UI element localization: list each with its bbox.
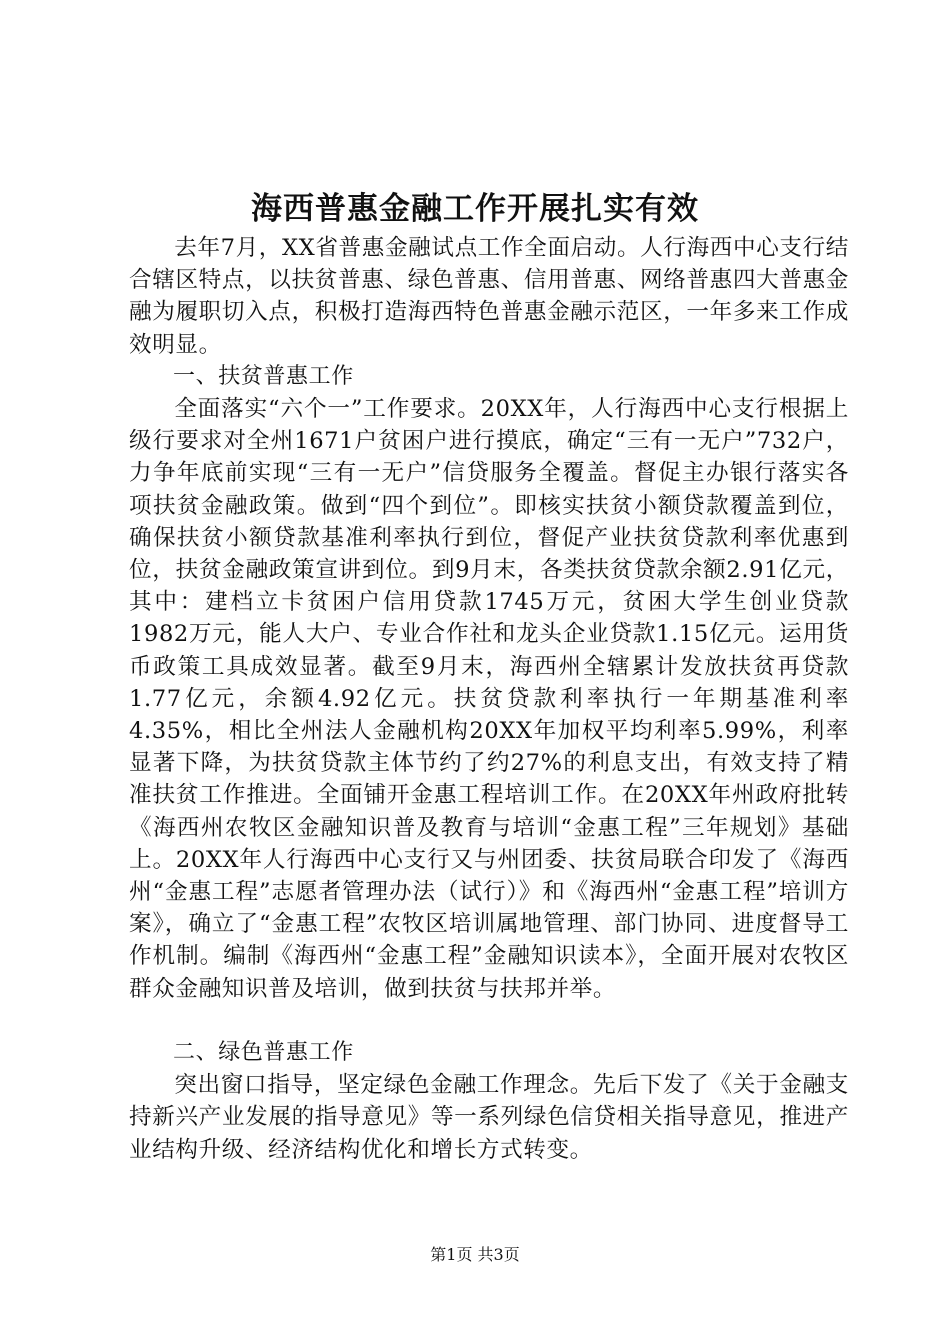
document-body: [129, 232, 849, 1166]
intro-paragraph: 去年7月，XX省普惠金融试点工作全面启动。人行海西中心支行结合辖区特点，以扶贫普惠、绿色普惠、信用普惠、网络普惠四大普惠金融为履职切入点，积极打造海西特色普惠金融示范区，一年多来工作成效明显。: [129, 235, 849, 358]
section-heading-green: 二、绿色普惠工作: [173, 1040, 354, 1066]
section-heading-poverty: 一、扶贫普惠工作: [173, 363, 354, 389]
page-indicator: 第1页 共3页: [430, 1245, 520, 1264]
section-body-green: 突出窗口指导，坚定绿色金融工作理念。先后下发了《关于金融支持新兴产业发展的指导意见》等一系列绿色信贷相关指导意见，推进产业结构升级、经济结构优化和增长方式转变。: [129, 1072, 849, 1163]
section-spacer: [129, 1005, 849, 1037]
section-body-poverty: 全面落实“六个一”工作要求。20XX年，人行海西中心支行根据上级行要求对全州1671户贫困户进行摸底，确定“三有一无户”732户，力争年底前实现“三有一无户”信贷服务全覆盖。督促主办银行落实各项扶贫金融政策。做到“四个到位”。即核实扶贫小额贷款覆盖到位，确保扶贫小额贷款基准利率执行到位，督促产业扶贫贷款利率优惠到位，扶贫金融政策宣讲到位。到9月末，各类扶贫贷款余额2.91亿元，其中：建档立卡贫困户信用贷款1745万元，贫困大学生创业贷款1982万元，能人大户、专业合作社和龙头企业贷款1.15亿元。运用货币政策工具成效显著。截至9月末，海西州全辖累计发放扶贫再贷款1.77亿元，余额4.92亿元。扶贫贷款利率执行一年期基准利率4.35%，相比全州法人金融机构20XX年加权平均利率5.99%，利率显著下降，为扶贫贷款主体节约了约27%的利息支出，有效支持了精准扶贫工作推进。全面铺开金惠工程培训工作。在20XX年州政府批转《海西州农牧区金融知识普及教育与培训“金惠工程”三年规划》基础上。20XX年人行海西中心支行又与州团委、扶贫局联合印发了《海西州“金惠工程”志愿者管理办法（试行）》和《海西州“金惠工程”培训方案》，确立了“金惠工程”农牧区培训属地管理、部门协同、进度督导工作机制。编制《海西州“金惠工程”金融知识读本》，全面开展对农牧区群众金融知识普及培训，做到扶贫与扶邦并举。: [129, 396, 849, 1002]
document-title: 海西普惠金融工作开展扎实有效: [251, 191, 699, 227]
